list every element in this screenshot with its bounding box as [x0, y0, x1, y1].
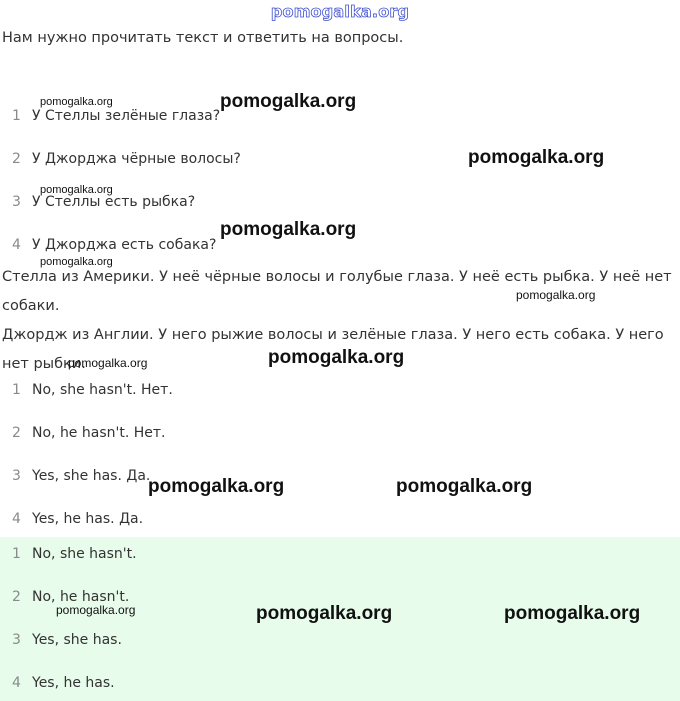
item-number: 3 — [12, 194, 21, 210]
watermark: pomogalka.org — [220, 91, 357, 112]
item-text: У Стеллы зелёные глаза? — [32, 108, 221, 124]
watermark: pomogalka.org — [268, 347, 405, 368]
text-paragraph-stella: Стелла из Америки. У неё чёрные волосы и голубые глаза. У неё есть рыбка. У неё нет собаки. — [2, 269, 672, 314]
item-text: У Стеллы есть рыбка? — [32, 194, 196, 210]
item-text: У Джорджа чёрные волосы? — [32, 151, 241, 167]
item-text: No, she hasn't. — [32, 546, 137, 562]
intro-text: Нам нужно прочитать текст и ответить на вопросы. — [2, 30, 404, 46]
item-number: 2 — [12, 425, 21, 441]
item-text: У Джорджа есть собака? — [32, 237, 217, 253]
item-number: 3 — [12, 632, 21, 648]
item-number: 1 — [12, 108, 21, 124]
watermark: pomogalka.org — [68, 356, 148, 370]
item-number: 4 — [12, 675, 21, 691]
watermark: pomogalka.org — [396, 476, 533, 497]
watermark: pomogalka.org — [56, 603, 136, 617]
watermark: pomogalka.org — [40, 96, 113, 108]
watermark: pomogalka.org — [256, 603, 393, 624]
item-text: Yes, he has. — [32, 675, 115, 691]
item-number: 3 — [12, 468, 21, 484]
item-text: Yes, she has. Да. — [32, 468, 151, 484]
header-watermark: pomogalka.org — [270, 2, 410, 21]
text-paragraph-george: Джордж из Англии. У него рыжие волосы и зелёные глаза. У него есть собака. У него нет рыбки. — [2, 327, 664, 372]
item-number: 2 — [12, 151, 21, 167]
item-text: No, he hasn't. Нет. — [32, 425, 166, 441]
item-number: 2 — [12, 589, 21, 605]
item-number: 1 — [12, 546, 21, 562]
watermark: pomogalka.org — [148, 476, 285, 497]
watermark: pomogalka.org — [468, 147, 605, 168]
item-text: No, he hasn't. — [32, 589, 130, 605]
item-text: No, she hasn't. Нет. — [32, 382, 173, 398]
watermark: pomogalka.org — [40, 184, 113, 196]
item-text: Yes, he has. Да. — [32, 511, 144, 527]
item-number: 4 — [12, 237, 21, 253]
item-number: 1 — [12, 382, 21, 398]
item-text: Yes, she has. — [32, 632, 122, 648]
watermark: pomogalka.org — [516, 288, 596, 302]
watermark: pomogalka.org — [40, 256, 113, 268]
watermark: pomogalka.org — [504, 603, 641, 624]
watermark: pomogalka.org — [220, 219, 357, 240]
item-number: 4 — [12, 511, 21, 527]
